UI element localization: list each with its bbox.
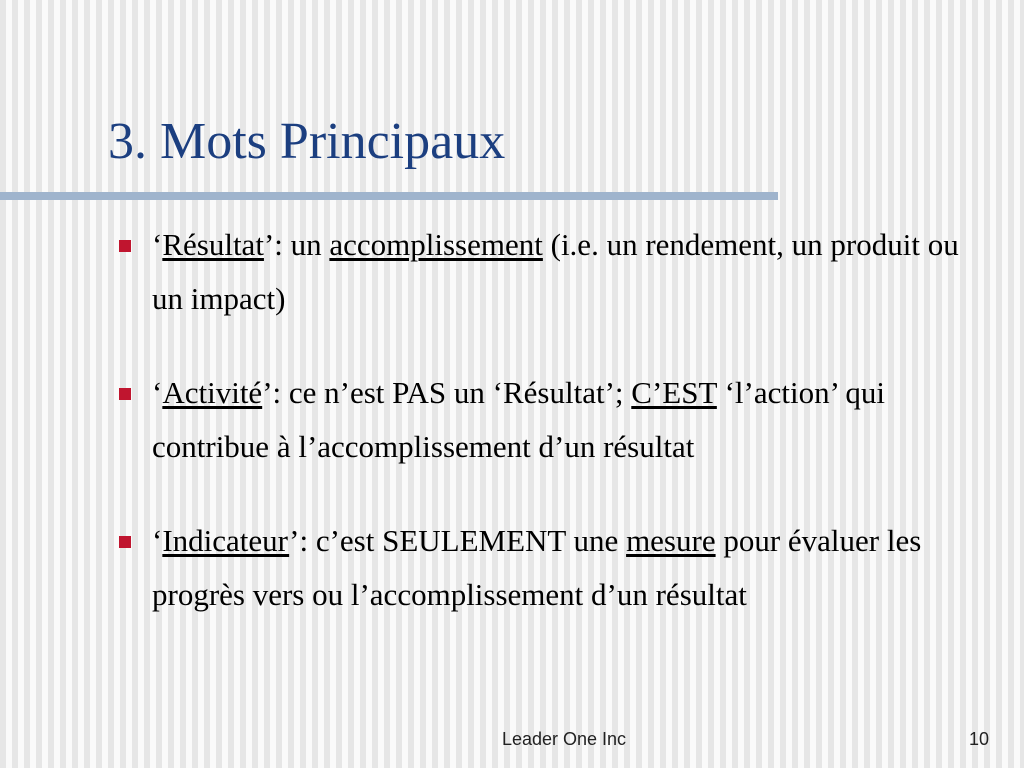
term-accomplissement: accomplissement (329, 227, 543, 262)
bullet-text-part: (i.e. un rendement, un produit ou un impact) (152, 227, 959, 316)
bullet-item-resultat (112, 218, 992, 326)
bullet-list (112, 218, 992, 622)
square-bullet-icon (119, 388, 131, 400)
bullet-text-part: ’: ce n’est PAS un ‘Résultat’; (262, 375, 632, 410)
term-activite: Activité (162, 375, 263, 410)
bullet-item-indicateur (112, 514, 992, 622)
term-indicateur: Indicateur (162, 523, 290, 558)
bullet-text-part: ‘ (152, 227, 163, 262)
bullet-text-part: ‘ (152, 375, 163, 410)
bullet-text-part: ’: c’est SEULEMENT une (289, 523, 627, 558)
bullet-text-part: ’: un (263, 227, 330, 262)
footer-page-number: 10 (968, 729, 989, 749)
bullet-item-activite (112, 366, 992, 474)
slide-title: 3. Mots Principaux (108, 113, 506, 170)
bullet-text-part: ‘ (152, 523, 163, 558)
term-resultat: Résultat (162, 227, 264, 262)
footer-company: Leader One Inc (501, 729, 627, 749)
term-cest: C’EST (631, 375, 717, 410)
title-underline-rule (0, 192, 778, 200)
term-mesure: mesure (626, 523, 716, 558)
bullet-text-part: ‘l’action’ qui contribue à l’accomplissement d’un résultat (152, 375, 885, 464)
bullet-text-part: pour évaluer les progrès vers ou l’accomplissement d’un résultat (152, 523, 922, 612)
square-bullet-icon (119, 536, 131, 548)
footer-company-container (0, 728, 1024, 750)
square-bullet-icon (119, 240, 131, 252)
